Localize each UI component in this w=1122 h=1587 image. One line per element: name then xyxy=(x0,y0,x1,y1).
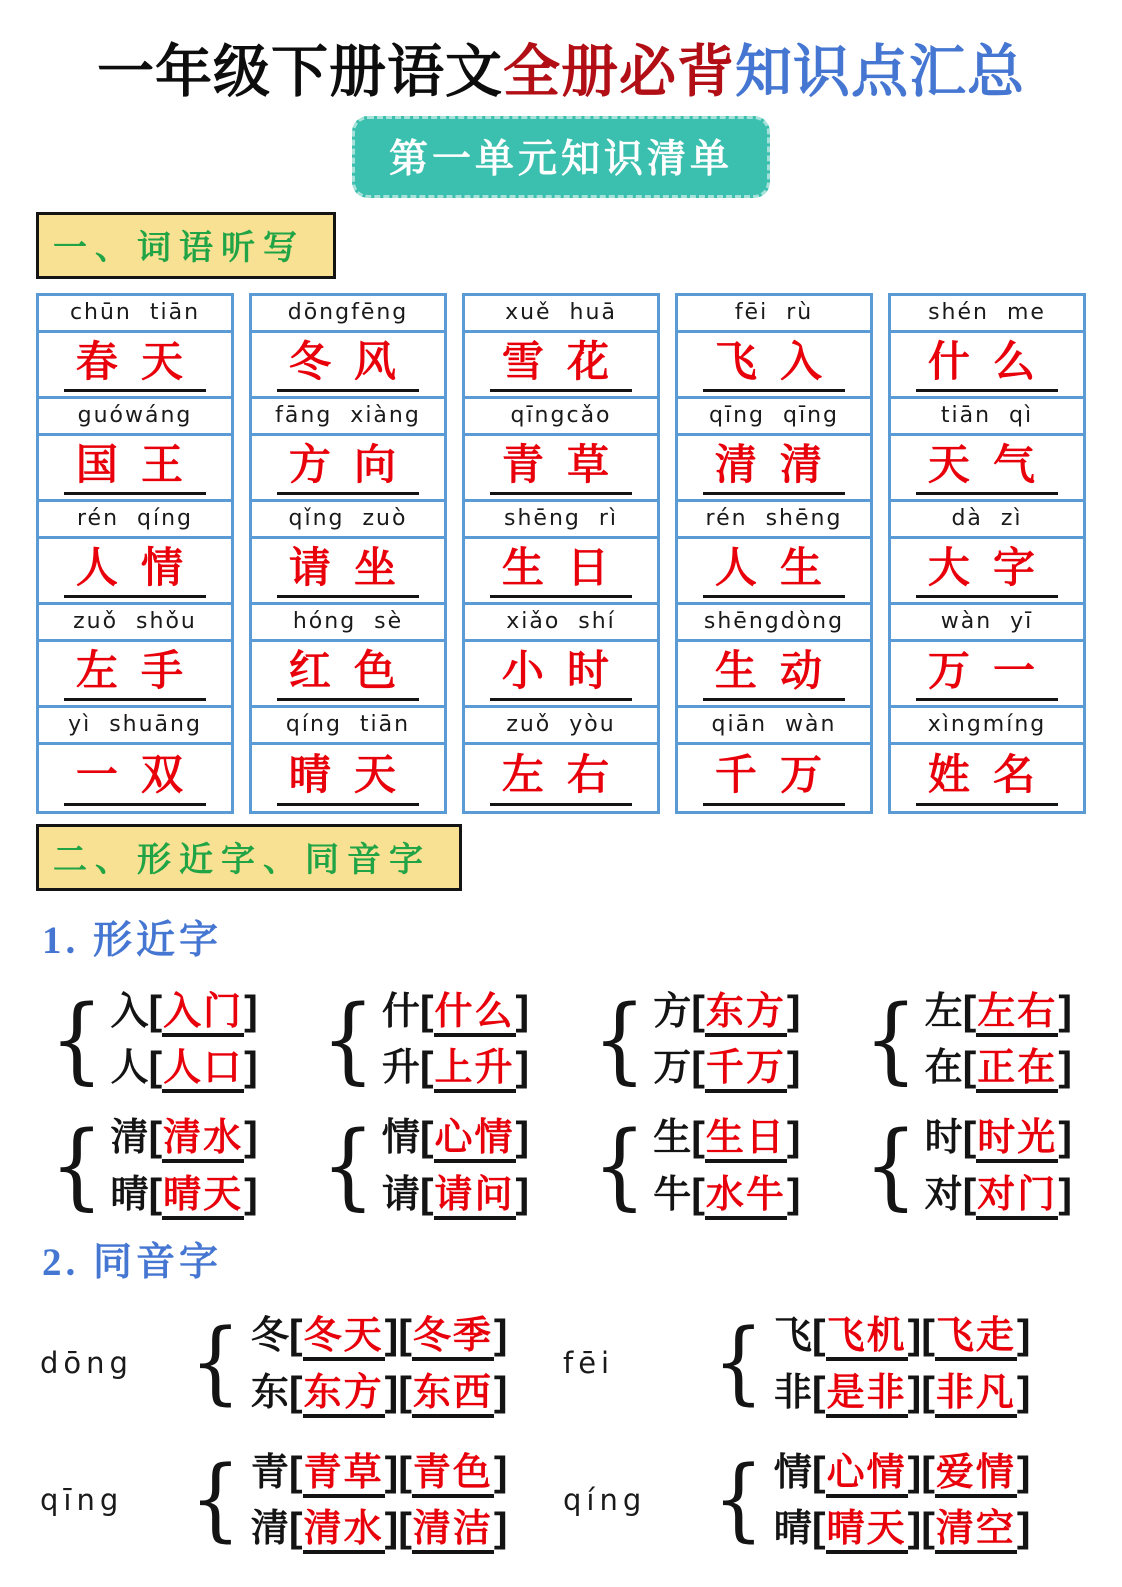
brace-icon: { xyxy=(592,983,647,1094)
hanzi-cell xyxy=(678,436,870,502)
word-label: 左右 xyxy=(976,991,1058,1037)
char-label: 方 xyxy=(653,990,692,1033)
bracket-open-icon: [ xyxy=(962,1169,977,1216)
brace-icon: { xyxy=(713,1310,764,1416)
hanzi-word: 春天 xyxy=(64,336,206,393)
bracket-open-icon: [ xyxy=(811,1311,826,1358)
word-label: 东方 xyxy=(303,1372,385,1418)
pinyin-cell: qīngcǎo xyxy=(465,399,657,436)
char-label: 对 xyxy=(924,1173,963,1216)
similar-line xyxy=(925,1170,1072,1218)
bracket-open-icon: [ xyxy=(148,1112,163,1159)
char-label: 牛 xyxy=(653,1173,692,1216)
hanzi-cell xyxy=(678,539,870,605)
word-label: 对门 xyxy=(976,1174,1058,1220)
pinyin-cell: hóng sè xyxy=(252,605,444,642)
bracket-open-icon: [ xyxy=(288,1504,303,1551)
similar-char-group xyxy=(321,983,530,1094)
word-label: 飞走 xyxy=(935,1315,1017,1361)
similar-char-group xyxy=(592,1110,801,1220)
word-label: 青色 xyxy=(412,1452,494,1498)
pinyin-cell: shēng rì xyxy=(465,502,657,539)
hanzi-cell xyxy=(891,333,1083,399)
similar-line xyxy=(925,1043,1072,1091)
char-pair xyxy=(774,1448,1031,1552)
hanzi-word: 一双 xyxy=(64,749,206,806)
bracket-close-icon: ] xyxy=(384,1367,399,1414)
title-part-blue: 知识点汇总 xyxy=(735,40,1025,104)
pinyin-cell: qīng qīng xyxy=(678,399,870,436)
bracket-close-icon: ] xyxy=(907,1311,922,1358)
bracket-close-icon: ] xyxy=(1016,1311,1031,1358)
homophone-line xyxy=(251,1448,508,1496)
similar-line xyxy=(110,1170,257,1218)
char-label: 冬 xyxy=(250,1315,289,1358)
dictation-column xyxy=(249,293,447,814)
bracket-open-icon: [ xyxy=(419,1043,434,1090)
bracket-close-icon: ] xyxy=(384,1504,399,1551)
similar-char-group xyxy=(864,1110,1072,1220)
bracket-open-icon: [ xyxy=(288,1311,303,1358)
similar-row xyxy=(50,1110,1072,1220)
char-pair xyxy=(382,1113,529,1217)
bracket-close-icon: ] xyxy=(1058,1043,1072,1090)
word-label: 是非 xyxy=(826,1372,908,1418)
dictation-heading-row xyxy=(36,198,1086,289)
hanzi-cell xyxy=(465,436,657,502)
dictation-column xyxy=(462,293,660,814)
bracket-close-icon: ] xyxy=(515,1043,530,1090)
hanzi-word: 人情 xyxy=(64,542,206,599)
bracket-open-icon: [ xyxy=(691,1043,705,1090)
hanzi-word: 大字 xyxy=(916,542,1058,599)
bracket-open-icon: [ xyxy=(288,1367,303,1414)
bracket-close-icon: ] xyxy=(244,1043,258,1090)
bracket-close-icon: ] xyxy=(786,1043,801,1090)
word-label: 清洁 xyxy=(412,1508,494,1554)
brace-icon: { xyxy=(864,1110,918,1220)
pinyin-cell: fāng xiàng xyxy=(252,399,444,436)
similar-line xyxy=(110,987,257,1035)
title-part-red: 全册必背 xyxy=(503,40,735,104)
hanzi-word: 生日 xyxy=(490,542,632,599)
unit-badge-row xyxy=(36,116,1086,198)
unit-badge: 第一单元知识清单 xyxy=(352,116,770,198)
char-label: 时 xyxy=(924,1116,963,1159)
hanzi-word: 人生 xyxy=(703,542,845,599)
bracket-open-icon: [ xyxy=(398,1367,412,1414)
word-label: 清水 xyxy=(303,1508,385,1554)
char-label: 人 xyxy=(110,1047,149,1090)
hanzi-cell xyxy=(678,333,870,399)
bracket-open-icon: [ xyxy=(691,1169,705,1216)
hanzi-cell xyxy=(252,436,444,502)
char-label: 晴 xyxy=(110,1173,149,1216)
pinyin-cell: wàn yī xyxy=(891,605,1083,642)
similar-homophone-heading-row xyxy=(36,814,1086,895)
homophone-group xyxy=(40,1311,563,1415)
bracket-close-icon: ] xyxy=(244,1169,258,1216)
bracket-close-icon: ] xyxy=(244,1112,258,1159)
word-label: 水牛 xyxy=(705,1174,787,1220)
pinyin-cell: rén shēng xyxy=(678,502,870,539)
hanzi-word: 清清 xyxy=(703,439,845,496)
word-label: 晴天 xyxy=(162,1174,244,1220)
hanzi-word: 什么 xyxy=(916,336,1058,393)
similar-line xyxy=(382,1043,529,1091)
bracket-close-icon: ] xyxy=(384,1311,399,1358)
hanzi-cell xyxy=(465,539,657,605)
similar-line xyxy=(110,1113,257,1161)
hanzi-word: 左手 xyxy=(64,645,206,702)
char-pair xyxy=(110,1113,257,1217)
hanzi-cell xyxy=(252,745,444,811)
word-label: 上升 xyxy=(434,1047,516,1093)
char-label: 情 xyxy=(381,1116,420,1159)
similar-char-group xyxy=(592,983,801,1094)
bracket-close-icon: ] xyxy=(1016,1367,1031,1414)
char-label: 请 xyxy=(381,1173,420,1216)
pinyin-cell: qǐng zuò xyxy=(252,502,444,539)
bracket-close-icon: ] xyxy=(493,1447,508,1494)
char-pair xyxy=(774,1311,1031,1415)
homophone-line xyxy=(774,1504,1031,1552)
hanzi-word: 晴天 xyxy=(277,749,419,806)
hanzi-cell xyxy=(891,745,1083,811)
homophone-grid xyxy=(40,1311,1086,1552)
char-label: 升 xyxy=(381,1047,420,1090)
pinyin-cell: chūn tiān xyxy=(39,296,231,333)
word-label: 时光 xyxy=(976,1117,1058,1163)
pinyin-cell: zuǒ yòu xyxy=(465,708,657,745)
bracket-close-icon: ] xyxy=(1058,1169,1072,1216)
word-label: 生日 xyxy=(705,1117,787,1163)
char-label: 入 xyxy=(110,990,149,1033)
pinyin-cell: dōngfēng xyxy=(252,296,444,333)
word-label: 东方 xyxy=(705,991,787,1037)
dictation-column xyxy=(675,293,873,814)
dictation-table xyxy=(36,293,1086,814)
subsection-label-homophone: 2. 同音字 xyxy=(42,1241,223,1285)
similar-char-group xyxy=(321,1110,530,1220)
hanzi-cell xyxy=(39,436,231,502)
hanzi-cell xyxy=(465,745,657,811)
section-heading-similar-homophone: 二、形近字、同音字 xyxy=(36,824,462,891)
hanzi-word: 青草 xyxy=(490,439,632,496)
hanzi-cell xyxy=(252,333,444,399)
char-label: 飞 xyxy=(773,1315,812,1358)
word-label: 千万 xyxy=(705,1047,787,1093)
homophone-group xyxy=(563,1311,1086,1415)
pinyin-cell: xiǎo shí xyxy=(465,605,657,642)
word-label: 飞机 xyxy=(826,1315,908,1361)
char-pair xyxy=(382,987,529,1091)
word-label: 入门 xyxy=(162,991,244,1037)
hanzi-cell xyxy=(39,745,231,811)
similar-line xyxy=(653,1043,800,1091)
pinyin-cell: xuě huā xyxy=(465,296,657,333)
pinyin-label: qíng xyxy=(563,1482,647,1517)
bracket-open-icon: [ xyxy=(148,986,163,1033)
brace-icon: { xyxy=(321,1110,375,1220)
hanzi-word: 雪花 xyxy=(490,336,632,393)
word-label: 晴天 xyxy=(826,1508,908,1554)
char-label: 左 xyxy=(924,990,963,1033)
hanzi-cell xyxy=(39,539,231,605)
word-label: 请问 xyxy=(434,1174,516,1220)
bracket-open-icon: [ xyxy=(921,1367,935,1414)
char-pair xyxy=(251,1311,508,1415)
hanzi-cell xyxy=(39,642,231,708)
char-pair xyxy=(251,1448,508,1552)
hanzi-cell xyxy=(252,642,444,708)
char-pair xyxy=(653,987,800,1091)
word-label: 爱情 xyxy=(935,1452,1017,1498)
pinyin-cell: tiān qì xyxy=(891,399,1083,436)
hanzi-word: 姓名 xyxy=(916,749,1058,806)
brace-icon: { xyxy=(190,1447,241,1552)
pinyin-label: dōng xyxy=(40,1346,133,1381)
bracket-close-icon: ] xyxy=(1016,1447,1031,1494)
char-label: 什 xyxy=(381,990,420,1033)
hanzi-cell xyxy=(39,333,231,399)
hanzi-cell xyxy=(891,642,1083,708)
pinyin-cell: guówáng xyxy=(39,399,231,436)
pinyin-cell: fēi rù xyxy=(678,296,870,333)
homophone-line xyxy=(774,1311,1031,1359)
char-label: 在 xyxy=(924,1047,963,1090)
bracket-open-icon: [ xyxy=(691,986,705,1033)
bracket-close-icon: ] xyxy=(1058,986,1072,1033)
hanzi-word: 飞入 xyxy=(703,336,845,393)
brace-icon: { xyxy=(50,1110,104,1220)
homophone-group xyxy=(563,1448,1086,1552)
bracket-close-icon: ] xyxy=(907,1504,922,1551)
homophone-group xyxy=(40,1448,563,1552)
brace-icon: { xyxy=(592,1110,647,1220)
word-label: 冬天 xyxy=(303,1315,385,1361)
hanzi-cell xyxy=(252,539,444,605)
bracket-close-icon: ] xyxy=(907,1367,922,1414)
hanzi-cell xyxy=(465,333,657,399)
bracket-close-icon: ] xyxy=(786,986,801,1033)
homophone-line xyxy=(251,1504,508,1552)
bracket-close-icon: ] xyxy=(493,1311,508,1358)
word-label: 清空 xyxy=(935,1508,1017,1554)
char-label: 情 xyxy=(773,1451,812,1494)
bracket-open-icon: [ xyxy=(288,1447,303,1494)
char-pair xyxy=(653,1113,800,1217)
bracket-open-icon: [ xyxy=(419,1169,434,1216)
bracket-open-icon: [ xyxy=(921,1504,935,1551)
bracket-open-icon: [ xyxy=(921,1447,935,1494)
bracket-close-icon: ] xyxy=(515,986,530,1033)
similar-line xyxy=(653,1170,800,1218)
similar-line xyxy=(110,1043,257,1091)
hanzi-word: 天气 xyxy=(916,439,1058,496)
similar-char-group xyxy=(864,983,1072,1094)
pinyin-cell: dà zì xyxy=(891,502,1083,539)
hanzi-word: 国王 xyxy=(64,439,206,496)
word-label: 心情 xyxy=(434,1117,516,1163)
char-label: 清 xyxy=(250,1508,289,1551)
subsection-label-similar: 1. 形近字 xyxy=(42,918,223,962)
hanzi-cell xyxy=(678,745,870,811)
homophone-line xyxy=(251,1368,508,1416)
bracket-open-icon: [ xyxy=(419,986,434,1033)
char-label: 清 xyxy=(110,1116,149,1159)
hanzi-cell xyxy=(678,642,870,708)
hanzi-word: 生动 xyxy=(703,645,845,702)
char-pair xyxy=(925,987,1072,1091)
bracket-open-icon: [ xyxy=(811,1367,826,1414)
bracket-close-icon: ] xyxy=(786,1169,801,1216)
hanzi-word: 冬风 xyxy=(277,336,419,393)
page-title xyxy=(36,40,1086,106)
similar-line xyxy=(382,987,529,1035)
pinyin-cell: rén qíng xyxy=(39,502,231,539)
hanzi-word: 方向 xyxy=(277,439,419,496)
similar-line xyxy=(653,1113,800,1161)
similar-char-group xyxy=(50,1110,258,1220)
bracket-open-icon: [ xyxy=(811,1504,826,1551)
bracket-open-icon: [ xyxy=(962,1112,977,1159)
title-part-black: 一年级下册语文 xyxy=(97,40,503,104)
bracket-close-icon: ] xyxy=(1016,1504,1031,1551)
pinyin-cell: yì shuāng xyxy=(39,708,231,745)
brace-icon: { xyxy=(50,983,104,1094)
hanzi-word: 请坐 xyxy=(277,542,419,599)
word-label: 青草 xyxy=(303,1452,385,1498)
section-heading-dictation: 一、词语听写 xyxy=(36,212,336,279)
word-label: 正在 xyxy=(976,1047,1058,1093)
hanzi-cell xyxy=(465,642,657,708)
dictation-column xyxy=(888,293,1086,814)
char-label: 东 xyxy=(250,1371,289,1414)
char-label: 晴 xyxy=(773,1508,812,1551)
bracket-open-icon: [ xyxy=(962,1043,977,1090)
homophone-line xyxy=(774,1368,1031,1416)
word-label: 非凡 xyxy=(935,1372,1017,1418)
bracket-close-icon: ] xyxy=(786,1112,801,1159)
pinyin-cell: zuǒ shǒu xyxy=(39,605,231,642)
homophone-line xyxy=(774,1448,1031,1496)
pinyin-label: fēi xyxy=(563,1346,615,1381)
bracket-close-icon: ] xyxy=(515,1169,530,1216)
pinyin-cell: xìngmíng xyxy=(891,708,1083,745)
brace-icon: { xyxy=(190,1310,241,1416)
bracket-close-icon: ] xyxy=(515,1112,530,1159)
char-label: 青 xyxy=(250,1451,289,1494)
bracket-open-icon: [ xyxy=(811,1447,826,1494)
similar-line xyxy=(653,987,800,1035)
similar-char-group xyxy=(50,983,258,1094)
similar-line xyxy=(925,1113,1072,1161)
char-pair xyxy=(925,1113,1072,1217)
hanzi-word: 小时 xyxy=(490,645,632,702)
pinyin-cell: qiān wàn xyxy=(678,708,870,745)
pinyin-cell: shén me xyxy=(891,296,1083,333)
dictation-column xyxy=(36,293,234,814)
word-label: 什么 xyxy=(434,991,516,1037)
pinyin-label: qīng xyxy=(40,1482,124,1517)
bracket-open-icon: [ xyxy=(962,986,977,1033)
bracket-open-icon: [ xyxy=(419,1112,434,1159)
hanzi-cell xyxy=(891,436,1083,502)
hanzi-cell xyxy=(891,539,1083,605)
word-label: 清水 xyxy=(162,1117,244,1163)
word-label: 东西 xyxy=(412,1372,494,1418)
brace-icon: { xyxy=(713,1447,764,1552)
char-label: 万 xyxy=(653,1047,692,1090)
bracket-open-icon: [ xyxy=(398,1447,412,1494)
word-label: 心情 xyxy=(826,1452,908,1498)
bracket-close-icon: ] xyxy=(493,1504,508,1551)
pinyin-cell: qíng tiān xyxy=(252,708,444,745)
similar-line xyxy=(382,1113,529,1161)
bracket-open-icon: [ xyxy=(691,1112,705,1159)
bracket-close-icon: ] xyxy=(1058,1112,1072,1159)
bracket-close-icon: ] xyxy=(244,986,258,1033)
hanzi-word: 万一 xyxy=(916,645,1058,702)
bracket-open-icon: [ xyxy=(148,1043,163,1090)
char-pair xyxy=(110,987,257,1091)
hanzi-word: 红色 xyxy=(277,645,419,702)
hanzi-word: 左右 xyxy=(490,749,632,806)
word-label: 冬季 xyxy=(412,1315,494,1361)
char-label: 非 xyxy=(773,1371,812,1414)
bracket-close-icon: ] xyxy=(907,1447,922,1494)
bracket-open-icon: [ xyxy=(398,1311,412,1358)
char-label: 生 xyxy=(653,1116,692,1159)
similar-line xyxy=(382,1170,529,1218)
bracket-close-icon: ] xyxy=(493,1367,508,1414)
similar-row xyxy=(50,983,1072,1094)
homophone-line xyxy=(251,1311,508,1359)
pinyin-cell: shēngdòng xyxy=(678,605,870,642)
bracket-open-icon: [ xyxy=(398,1504,412,1551)
bracket-close-icon: ] xyxy=(384,1447,399,1494)
brace-icon: { xyxy=(321,983,375,1094)
similar-line xyxy=(925,987,1072,1035)
bracket-open-icon: [ xyxy=(921,1311,935,1358)
brace-icon: { xyxy=(864,983,918,1094)
bracket-open-icon: [ xyxy=(148,1169,163,1216)
hanzi-word: 千万 xyxy=(703,749,845,806)
word-label: 人口 xyxy=(162,1047,244,1093)
